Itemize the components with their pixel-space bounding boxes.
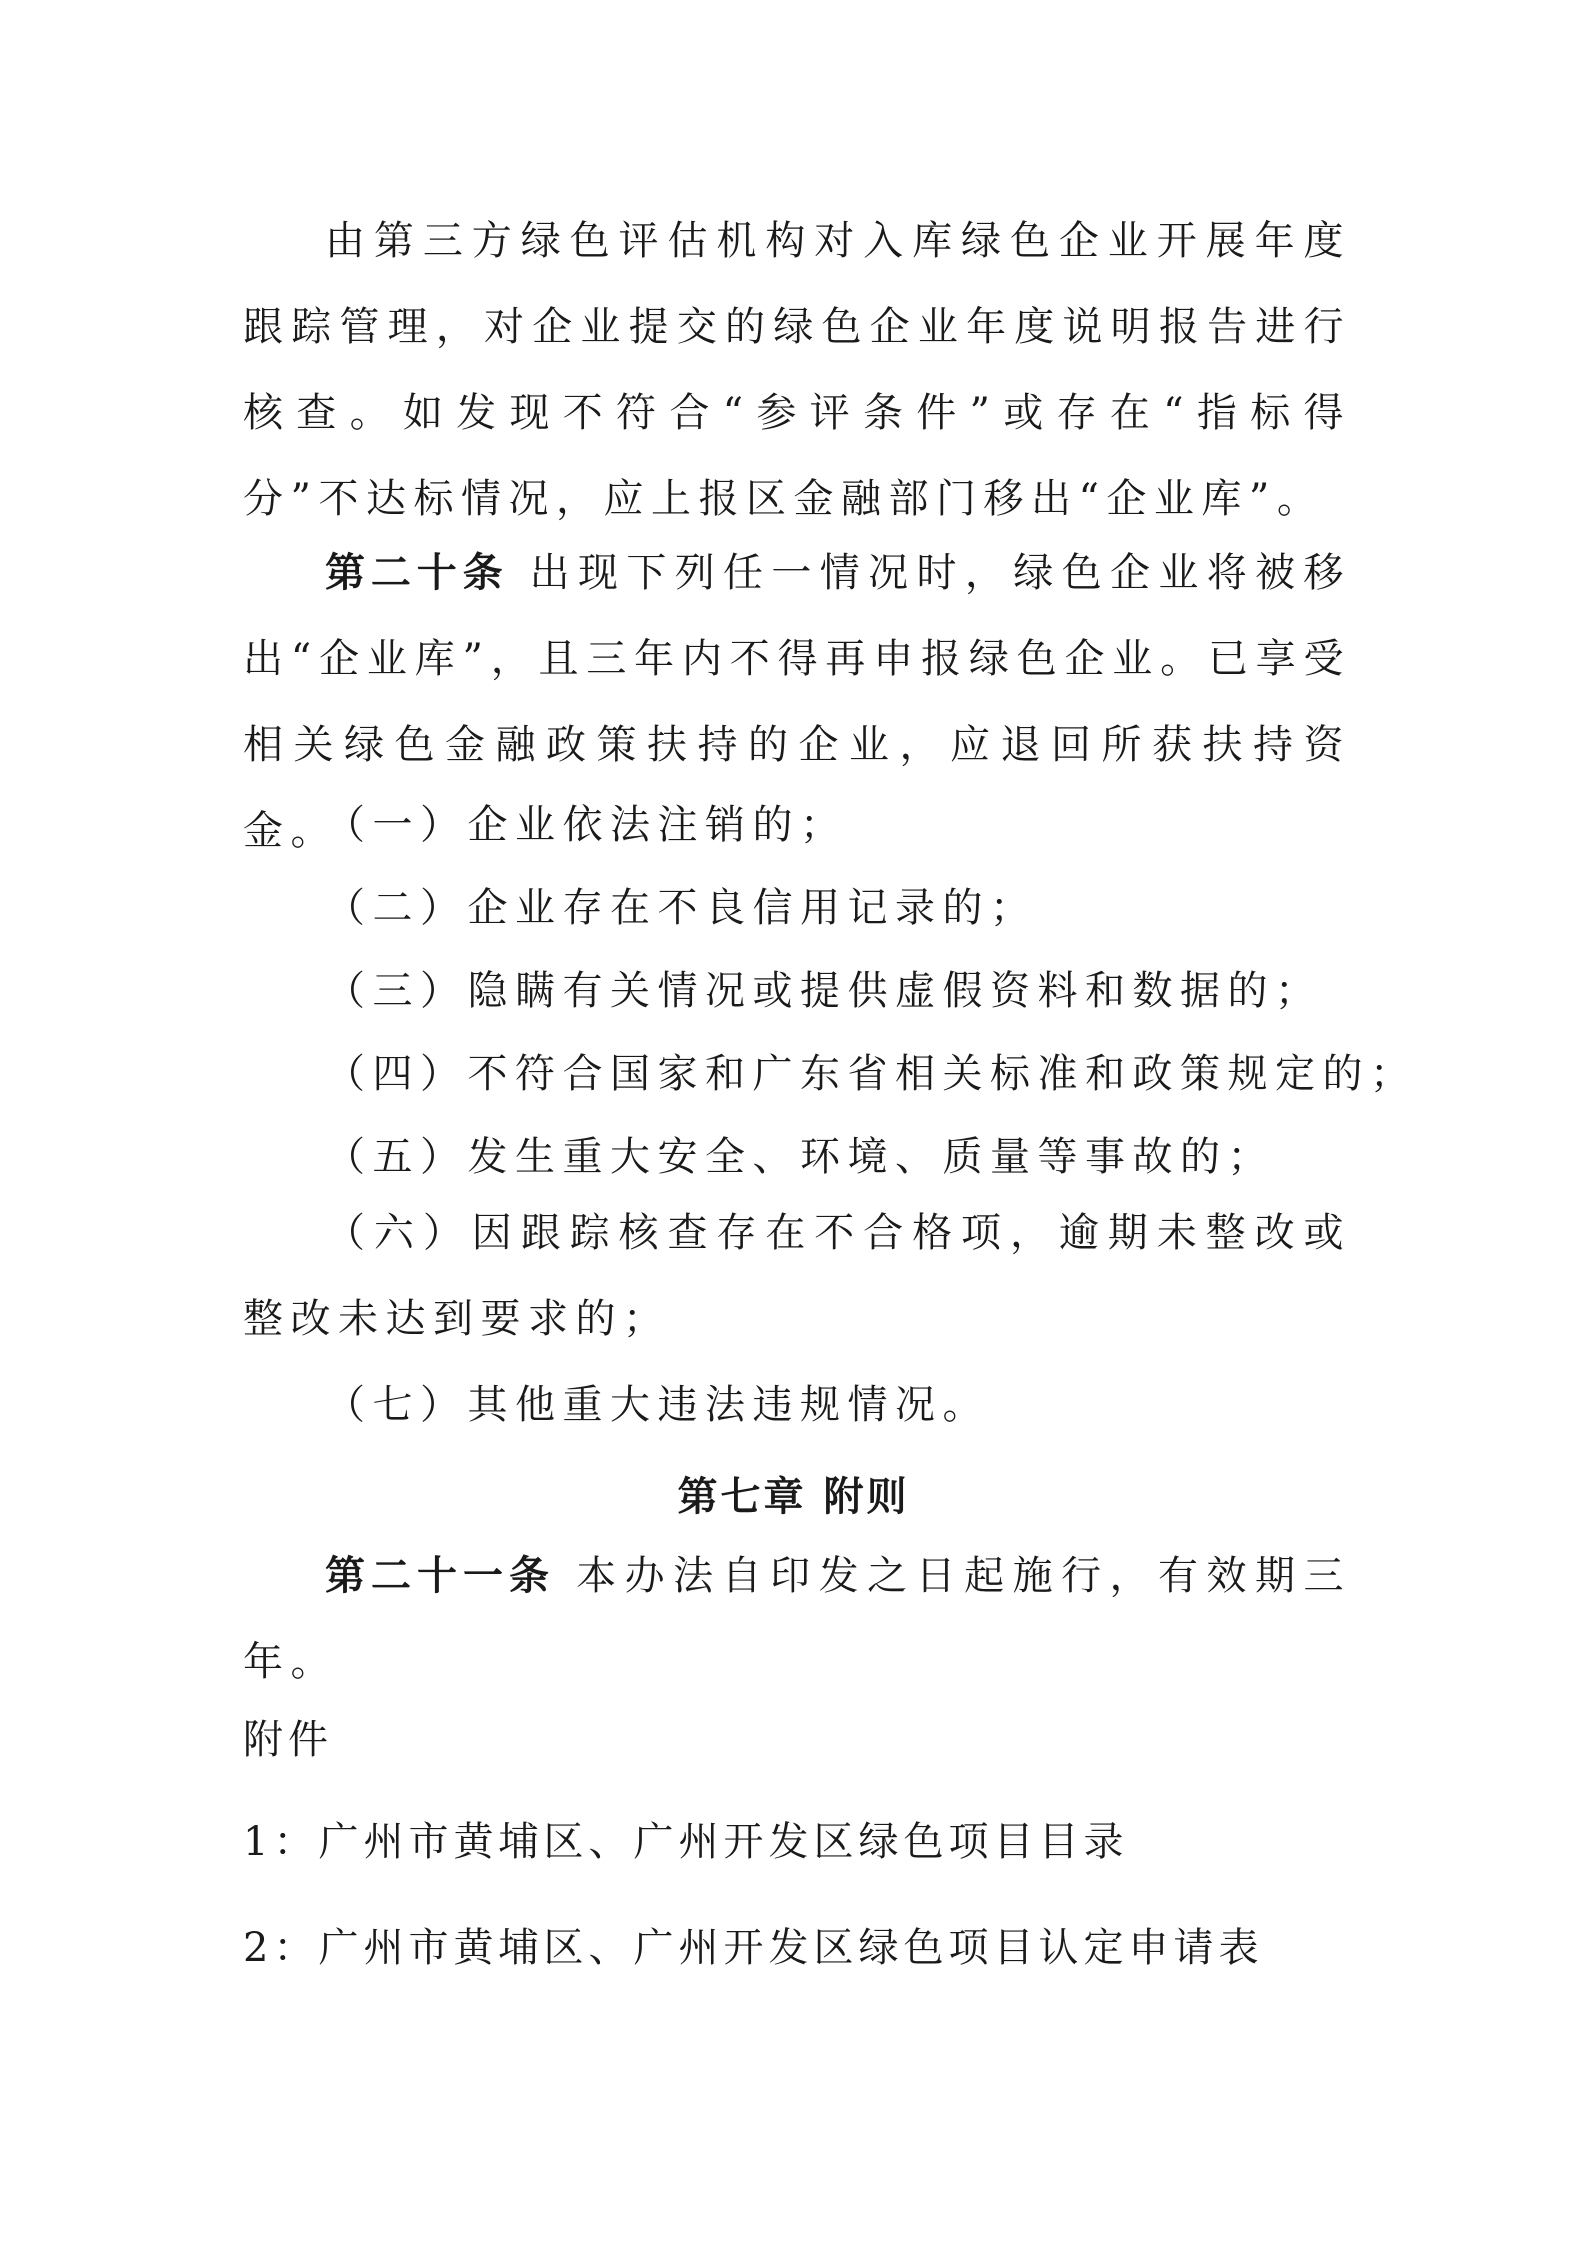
list-item: （六）因跟踪核查存在不合格项，逾期未整改或整改未达到要求的； bbox=[243, 1210, 1351, 1342]
article-20-number: 第二十条 bbox=[325, 550, 509, 596]
article-21-number: 第二十一条 bbox=[325, 1553, 555, 1599]
attachment-item: 1：广州市黄埔区、广州开发区绿色项目目录 bbox=[243, 1819, 1129, 1865]
list-item: （二）企业存在不良信用记录的； bbox=[325, 885, 1038, 931]
continuation-paragraph: 由第三方绿色评估机构对入库绿色企业开展年度跟踪管理，对企业提交的绿色企业年度说明报告进行核查。如发现不符合“参评条件”或存在“指标得分”不达标情况，应上报区金融部门移出“企业库”。 bbox=[243, 218, 1351, 522]
attachment-item: 2：广州市黄埔区、广州开发区绿色项目认定申请表 bbox=[243, 1925, 1264, 1971]
attachments-heading: 附件 bbox=[243, 1717, 333, 1763]
article-20-text: 出现下列任一情况时，绿色企业将被移出“企业库”，且三年内不得再申报绿色企业。已享受相关绿色金融政策扶持的企业，应退回所获扶持资金。 bbox=[243, 550, 1352, 854]
list-item: （四）不符合国家和广东省相关标准和政策规定的； bbox=[325, 1051, 1418, 1097]
chapter-7-heading: 第七章 附则 bbox=[677, 1474, 910, 1520]
list-item: （三）隐瞒有关情况或提供虚假资料和数据的； bbox=[325, 968, 1323, 1014]
list-item: （五）发生重大安全、环境、质量等事故的； bbox=[325, 1134, 1275, 1180]
article-21-text: 本办法自印发之日起施行，有效期三年。 bbox=[243, 1553, 1352, 1685]
article-21 bbox=[243, 1533, 1351, 1705]
list-item: （一）企业依法注销的； bbox=[325, 802, 848, 848]
list-item: （七）其他重大违法违规情况。 bbox=[325, 1382, 990, 1428]
